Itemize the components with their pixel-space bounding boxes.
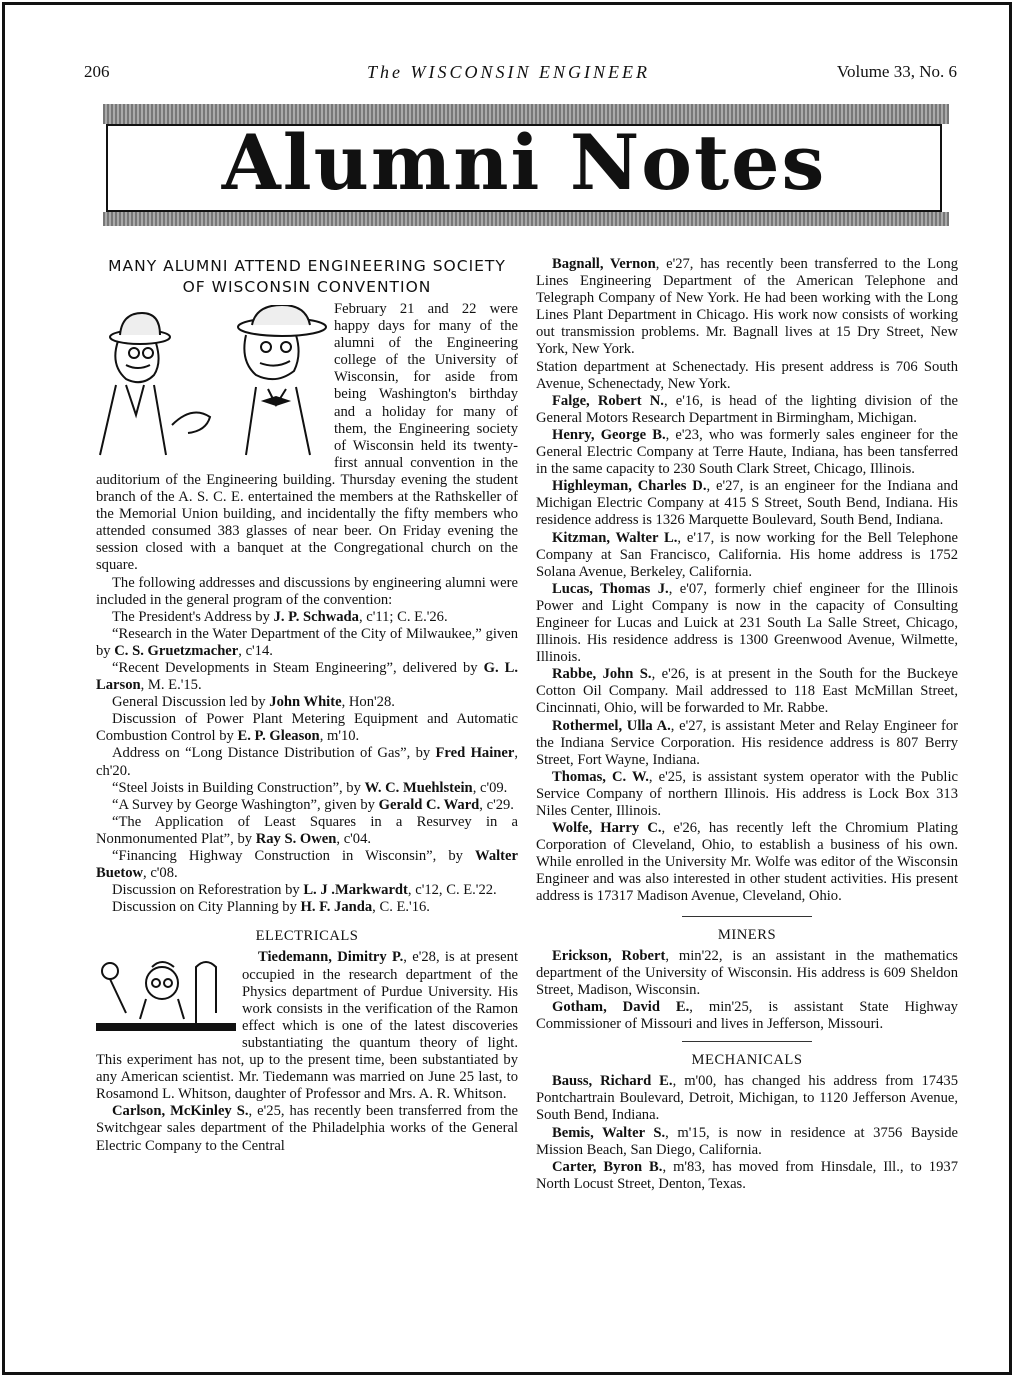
program-item-title: “Financing Highway Construction in Wisconsin”, by [112, 848, 476, 864]
program-speaker: Gerald C. Ward [378, 796, 480, 813]
program-speaker-class: , c'11; C. E.'26. [358, 608, 448, 625]
alumni-entry [536, 393, 958, 427]
convention-program-intro: The following addresses and discussions by engineering alumni were included in the general program of the convention: [96, 574, 518, 608]
alumni-details: , e'27, is assistant Meter and Relay Engineer for the Indiana Service Corporation. His residence address is 807 Berry Street, Fort Wayne, Indiana. [536, 717, 958, 768]
program-item [96, 711, 518, 745]
left-column [96, 256, 518, 1155]
alumni-details: , min'25, is assistant State Highway Commissioner of Missouri and lives in Jefferson, Missouri. [536, 998, 958, 1033]
program-speaker: Ray S. Owen [255, 830, 337, 847]
program-speaker-class: , c'12, C. E.'22. [407, 882, 497, 899]
alumni-name: Erickson, Robert [552, 947, 666, 964]
program-item-title: “Recent Developments in Steam Engineering”, delivered by [112, 659, 484, 676]
alumni-details: , e'25, is assistant system operator with the Public Service Company of northern Illinois. His address is Lock Box 313 Niles Center, Illinois. [536, 768, 958, 819]
alumni-entry [536, 1073, 958, 1124]
program-item-title: General Discussion led by [112, 694, 270, 711]
alumni-name: Carlson, McKinley S. [112, 1103, 249, 1120]
alumni-name: Bagnall, Vernon [552, 256, 656, 272]
journal-title: The WISCONSIN ENGINEER [367, 62, 650, 82]
alumni-details: , e'26, is at present in the South for the Buckeye Cotton Oil Company. Mail addressed to 118 East McMillan Street, Cincinnati, Ohio, will be forwarded to Mr. Rabbe. [536, 666, 958, 717]
program-item [96, 797, 518, 814]
alumni-name: Lucas, Thomas J. [552, 580, 669, 597]
program-speaker: Walter Buetow [96, 848, 518, 882]
banner-stipple-bottom [103, 212, 949, 226]
alumni-details: , e'23, who was formerly sales engineer for the General Electric Company at Terre Haute, Indiana, has been tansferred in the same capacity to 230 South Clark Street, Chicago, Illinois. [536, 426, 958, 478]
alumni-name: Kitzman, Walter L. [552, 529, 678, 546]
alumni-entry [536, 666, 958, 717]
program-item-title: Discussion on City Planning by [112, 899, 301, 916]
program-item [96, 609, 518, 626]
alumni-name: Bemis, Walter S. [552, 1124, 666, 1141]
alumni-details: Station department at Schenectady. His present address is 706 South Avenue, Schenectady, New York. [536, 358, 958, 392]
section-divider [682, 916, 812, 917]
program-item-title: “The Application of Least Squares in a Resurvey in a Nonmonumented Plat”, by [96, 813, 518, 847]
program-speaker: L. J .Markwardt [303, 882, 408, 899]
mechanicals-list [536, 1073, 958, 1193]
alumni-details: , e'07, formerly chief engineer for the Illinois Power and Light Company is now in the capacity of Consulting Engineer for Lucas and Luick at 231 South La Salle Street, Chicago, Illinois. His residence address is 1300 Greenwood Avenue, Wilmette, Illinois. [536, 580, 958, 666]
alumni-name: Carter, Byron B. [552, 1158, 663, 1175]
program-item-title: The President's Address by [112, 608, 274, 625]
alumni-details: , e'27, is an engineer for the Indiana and Michigan Electric Company at 415 S Street, South Bend, Indiana. His residence address is 1326 Marquette Boulevard, South Bend, Indiana. [536, 478, 959, 529]
program-speaker-class: , ch'20. [96, 745, 518, 779]
right-column [536, 256, 958, 1193]
program-speaker-class: , c'29. [479, 796, 514, 813]
miners-list [536, 948, 958, 1033]
convention-paragraph-body: February 21 and 22 were happy days for many of the alumni of the Engineering college of the University of Wisconsin, for aside from being Washington's birthday and a holiday for many of them, the Engineering society of Wisconsin held its twenty-first annual convention in the auditorium of the Engineering building. Thursday evening the student branch of the A. S. C. E. entertained the members at the Rathskeller of the Memorial Union building, and incidentally the fifty members who attended consumed 383 glasses of near beer. On Friday evening the session closed with a banquet at the Congregational church on the square. [96, 301, 518, 574]
program-item-title: “Steel Joists in Building Construction”, by [112, 779, 365, 796]
alumni-name: Thomas, C. W. [552, 768, 649, 785]
alumni-details: , e'26, has recently left the Chromium Plating Corporation of Cleveland, Ohio, to establish a business of his own. While enrolled in the University Mr. Wolfe was editor of the Wisconsin Engineer and was also interested in other student activities. His present address is 17317 Madison Avenue, Cleveland, Ohio. [536, 820, 958, 905]
alumni-entry [96, 1103, 518, 1154]
alumni-details: , m'15, is now in residence at 3756 Bayside Mission Beach, San Diego, California. [536, 1124, 958, 1158]
program-speaker: J. P. Schwada [273, 608, 359, 625]
program-item-title: “Research in the Water Department of the City of Milwaukee,” given by [96, 625, 518, 659]
alumni-details: , e'16, is head of the lighting division of the General Motors Research Department in Birmingham, Michigan. [536, 392, 958, 426]
program-speaker-class: , c'04. [336, 830, 372, 847]
program-item [96, 814, 518, 848]
alumni-name: Gotham, David E. [552, 998, 690, 1015]
program-speaker: H. F. Janda [300, 899, 373, 916]
alumni-entry [536, 718, 958, 769]
alumni-entry [536, 581, 958, 666]
alumni-entry [536, 478, 958, 529]
alumni-entry [536, 1159, 958, 1193]
program-item [96, 882, 518, 899]
alumni-entry [536, 359, 958, 393]
volume-info: Volume 33, No. 6 [836, 62, 957, 81]
program-item [96, 660, 518, 694]
alumni-entry [536, 530, 958, 581]
alumni-details: , e'28, is at present occupied in the research department of the Physics department of Purdue University. His work consists in the verification of the Ramon effect which is one of the latest discoveries substantiating the quantum theory of light. This experiment has not, up to the present time, been substantiated by any American scientist. Mr. Tiedemann was married on June 25 last, to Rosamond L. Whitson, daughter of Professor and Mrs. A. R. Whitson. [96, 949, 519, 1103]
alumni-details: , e'17, is now working for the Bell Telephone Company at San Francisco, California. His home address is 1752 Solana Avenue, Berkeley, California. [536, 529, 958, 580]
alumni-entry [536, 256, 958, 359]
electricals-heading: ELECTRICALS [255, 928, 359, 945]
alumni-name: Wolfe, Harry C. [552, 820, 662, 837]
program-item [96, 848, 518, 882]
alumni-entry [536, 1125, 958, 1159]
program-speaker-class: , m'10. [319, 728, 360, 745]
alumni-entry [536, 820, 958, 905]
program-speaker: Fred Hainer [435, 745, 515, 762]
alumni-details: , m'00, has changed his address from 17435 Pontchartrain Boulevard, Detroit, Michigan, to 1120 Jefferson Avenue, South Bend, Indiana. [536, 1073, 958, 1124]
program-speaker-class: , M. E.'15. [140, 677, 202, 694]
alumni-entry [536, 427, 958, 478]
program-item-title: Address on “Long Distance Distribution of Gas”, by [112, 745, 436, 762]
program-speaker: John White [269, 694, 342, 711]
alumni-entry [536, 948, 958, 999]
banner-title: Alumni Notes [221, 118, 827, 207]
miners-heading: MINERS [717, 926, 777, 943]
alumni-entry [536, 999, 958, 1033]
program-item [96, 694, 518, 711]
program-speaker-class: , Hon'28. [341, 694, 395, 711]
program-speaker-class: , C. E.'16. [372, 899, 430, 916]
alumni-details: , e'25, has recently been transferred from the Switchgear sales department of the Philadelphia works of the General Electric Company to the Central [96, 1103, 518, 1154]
convention-headline: MANY ALUMNI ATTEND ENGINEERING SOCIETY OF WISCONSIN CONVENTION [108, 257, 506, 296]
program-speaker: G. L. Larson [96, 659, 518, 694]
alumni-name: Rabbe, John S. [552, 666, 652, 683]
electricals-continued-list [536, 256, 958, 906]
alumni-details: , e'27, has recently been transferred to the Long Lines Engineering Department of the American Telephone and Telegraph Company of New York. He had been working with the Long Lines Plant Department in Chicago. His work now consists of working out transmission problems. Mr. Bagnall lives at 15 Dry Street, New York, New York. [536, 256, 958, 358]
program-item-title: Discussion of Power Plant Metering Equipment and Automatic Combustion Control by [96, 711, 518, 745]
alumni-name: Highleyman, Charles D. [552, 478, 707, 495]
alumni-entry [96, 949, 518, 1103]
program-speaker-class: , c'08. [143, 865, 178, 882]
program-speaker: C. S. Gruetzmacher [114, 642, 239, 659]
program-item [96, 780, 518, 797]
alumni-name: Falge, Robert N. [552, 392, 664, 409]
alumni-entry [536, 769, 958, 820]
alumni-details: , m'83, has moved from Hinsdale, Ill., to 1937 North Locust Street, Denton, Texas. [536, 1158, 958, 1192]
alumni-name: Henry, George B. [552, 426, 666, 443]
program-item [96, 899, 518, 916]
section-divider [682, 1041, 812, 1042]
program-item-title: Discussion on Reforestration by [112, 882, 304, 899]
program-speaker: W. C. Muehlstein [364, 779, 473, 796]
alumni-name: Tiedemann, Dimitry P. [258, 949, 404, 966]
page-number: 206 [84, 62, 110, 81]
alumni-name: Rothermel, Ulla A. [552, 717, 671, 734]
electricals-list [96, 949, 518, 1154]
program-item [96, 626, 518, 660]
program-speaker: E. P. Gleason [237, 728, 320, 745]
program-item-title: “A Survey by George Washington”, given by [112, 796, 379, 813]
program-item [96, 745, 518, 779]
mechanicals-heading: MECHANICALS [691, 1052, 803, 1069]
program-list [96, 609, 518, 917]
alumni-details: , min'22, is an assistant in the mathematics department of the University of Wisconsin. His address is 609 Sheldon Street, Madison, Wisconsin. [536, 947, 958, 998]
program-speaker-class: , c'09. [472, 779, 508, 796]
cartoon-illustration [96, 305, 328, 465]
lab-cartoon-illustration [96, 953, 236, 1041]
alumni-name: Bauss, Richard E. [552, 1073, 673, 1090]
program-speaker-class: , c'14. [238, 642, 273, 659]
